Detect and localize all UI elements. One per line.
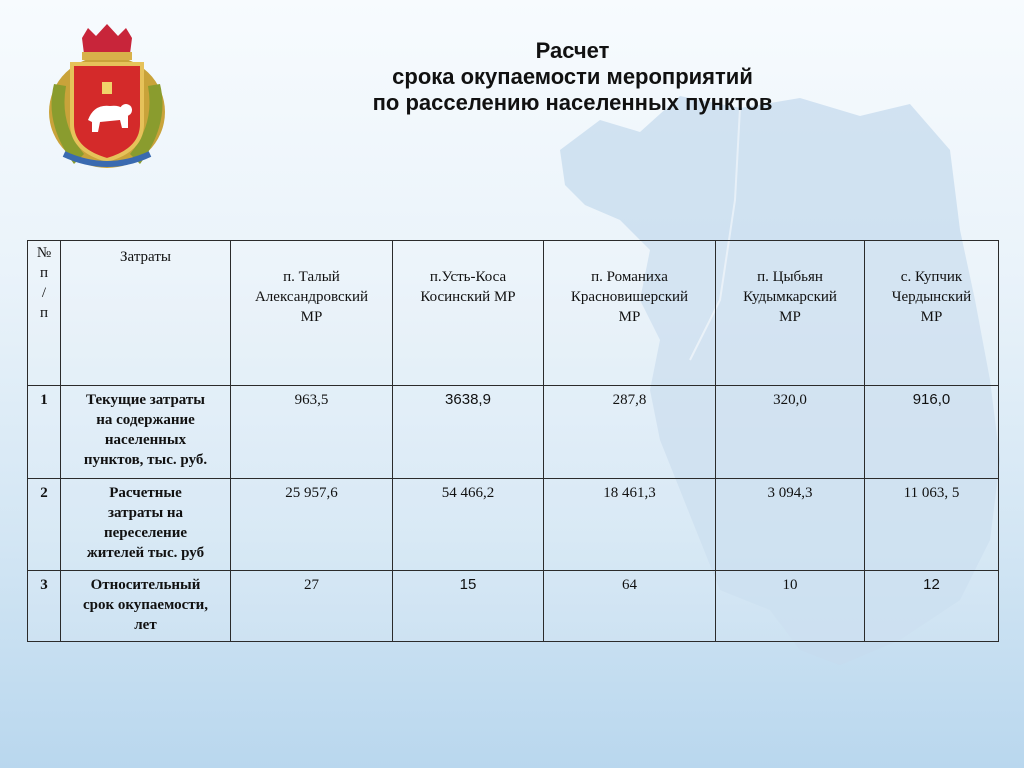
cell-value: 15: [393, 571, 544, 642]
cell-value: 320,0: [716, 386, 865, 479]
cell-value: 54 466,2: [393, 479, 544, 571]
table-row: [28, 386, 999, 479]
row-number: 3: [28, 571, 61, 642]
coat-of-arms-icon: [44, 24, 170, 174]
cell-value: 3 094,3: [716, 479, 865, 571]
cell-value: 12: [865, 571, 999, 642]
row-number: 2: [28, 479, 61, 571]
cell-value: 10: [716, 571, 865, 642]
header-column-taly: п. Талый Александровский МР: [231, 241, 393, 386]
table-header-row: [28, 241, 999, 386]
row-label: Относительный срок окупаемости, лет: [61, 571, 231, 642]
cell-value: 11 063, 5: [865, 479, 999, 571]
title-line-2: срока окупаемости мероприятий: [392, 64, 753, 89]
cell-value: 963,5: [231, 386, 393, 479]
header-number: № п / п: [28, 241, 61, 386]
cell-value: 64: [544, 571, 716, 642]
header-column-kupchik: с. Купчик Чердынский МР: [865, 241, 999, 386]
cell-value: 25 957,6: [231, 479, 393, 571]
table-row: [28, 571, 999, 642]
title-line-3: по расселению населенных пунктов: [372, 90, 773, 115]
cell-value: 287,8: [544, 386, 716, 479]
cell-value: 18 461,3: [544, 479, 716, 571]
cell-value: 916,0: [865, 386, 999, 479]
row-label: Текущие затраты на содержание населенных пунктов, тыс. руб.: [61, 386, 231, 479]
table-row: [28, 479, 999, 571]
title-line-1: Расчет: [535, 38, 610, 63]
cell-value: 27: [231, 571, 393, 642]
header-column-ust-kosa: п.Усть-Коса Косинский МР: [393, 241, 544, 386]
page-title: [300, 38, 845, 116]
header-column-tsybyan: п. Цыбьян Кудымкарский МР: [716, 241, 865, 386]
header-column-romanikha: п. Романиха Красновишерский МР: [544, 241, 716, 386]
header-costs: Затраты: [61, 241, 231, 386]
cell-value: 3638,9: [393, 386, 544, 479]
row-number: 1: [28, 386, 61, 479]
row-label: Расчетные затраты на переселение жителей тыс. руб: [61, 479, 231, 571]
payback-table: [27, 240, 999, 642]
